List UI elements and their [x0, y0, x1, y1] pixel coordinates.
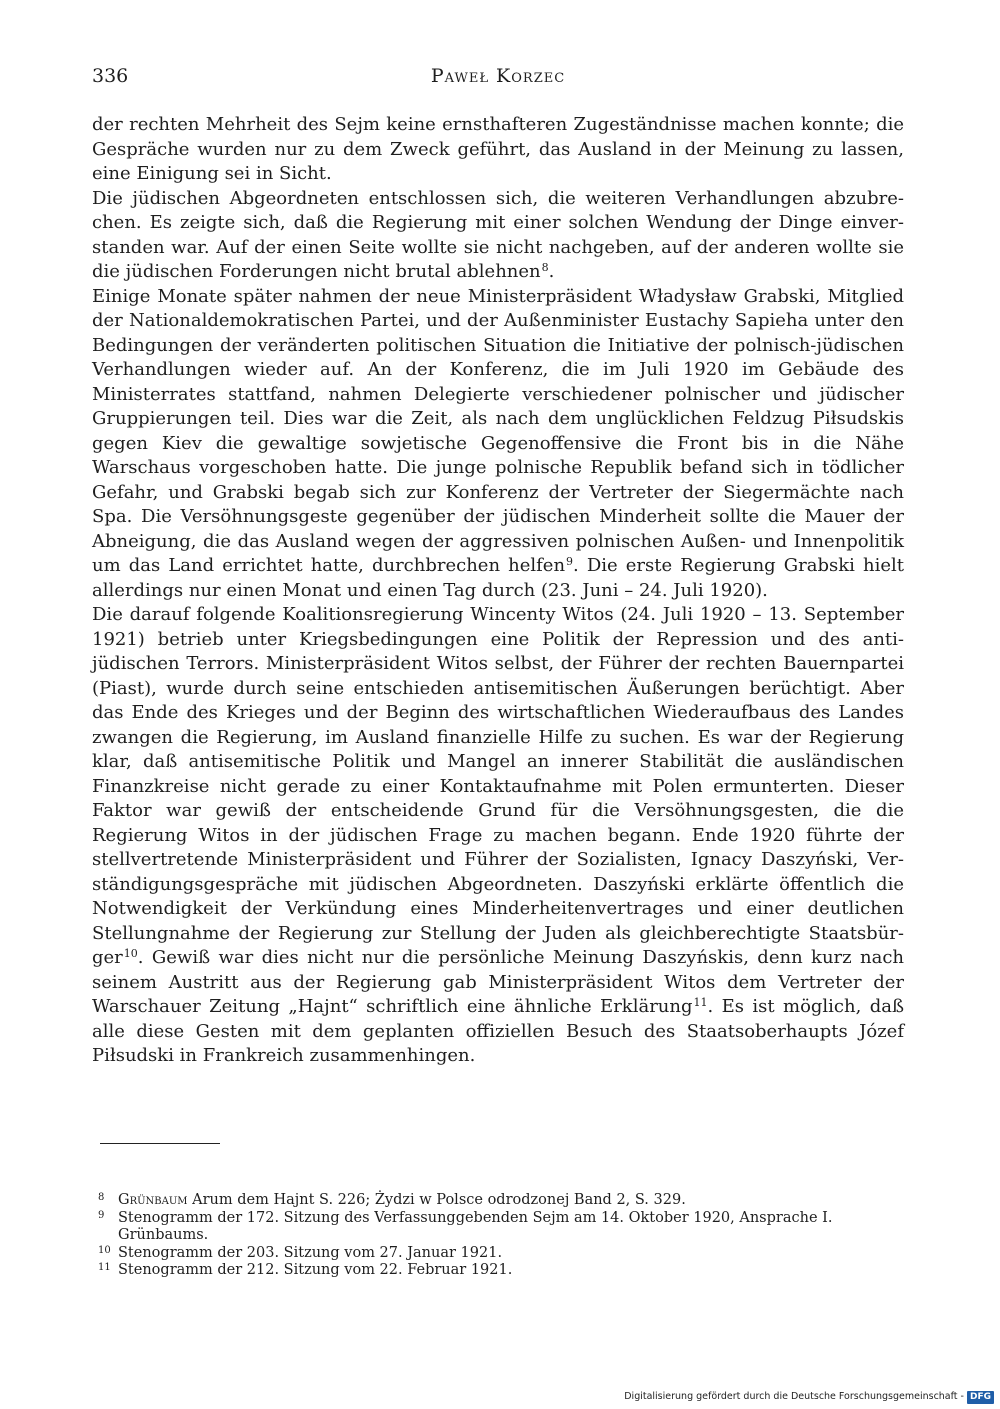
- paragraph: [92, 113, 904, 187]
- footnote-text: Stenogramm der 172. Sitzung des Verfassunggebenden Sejm am 14. Oktober 1920, Ansprache I. Grünbaums.: [118, 1209, 833, 1244]
- footnote: [92, 1262, 904, 1280]
- footnote-marker: 8: [541, 261, 549, 274]
- page-number: 336: [92, 65, 129, 87]
- footnote-number: 8: [98, 1192, 105, 1203]
- paragraph: [92, 285, 904, 604]
- footnote: [92, 1192, 904, 1210]
- footnote-rule: [100, 1143, 220, 1144]
- footnote-text: Stenogramm der 203. Sitzung vom 27. Januar 1921.: [118, 1244, 503, 1261]
- footnote-marker: 9: [566, 555, 574, 568]
- paragraph-text: der rechten Mehrheit des Sejm keine ernsthafteren Zugeständnisse machen konnte; die Gespräche wurden nur zu dem Zweck geführt, das Ausland in der Meinung zu lassen, eine Einigung sei in Sicht.: [92, 114, 904, 184]
- paragraph-text: Einige Monate später nahmen der neue Ministerpräsident Władysław Grabski, Mitglied der Nationaldemokratischen Partei, und der Außenminister Eustachy Sapieha unter den Bedingungen der veränderten politischen Situation die Initiative der polnisch-jüdischen Verhandlungen wieder auf. An der Konferenz, die im Juli 1920 im Gebäude des Ministerrates stattfand, nahmen Delegierte verschiedener polnischer und jüdischer Gruppierungen teil. Dies war die Zeit, als nach dem unglücklichen Feldzug Piłsudskis gegen Kiev die gewaltige sowjetische Gegenoffensive die Front bis in die Nähe Warschaus vorgeschoben hatte. Die junge polnische Republik befand sich in tödlicher Gefahr, und Grabski begab sich zur Konferenz der Vertreter der Siegermächte nach Spa. Die Versöhnungsgeste gegenüber der jüdischen Minderheit sollte die Mauer der Abneigung, die das Ausland wegen der aggressiven polnischen Außen- und Innenpolitik um das Land errichtet hatte, durchbrechen helfen: [92, 285, 904, 576]
- page-header: [92, 62, 904, 90]
- footnote: [92, 1245, 904, 1263]
- footnote-number: 11: [98, 1262, 111, 1274]
- dfg-logo: DFG: [967, 1391, 994, 1404]
- paragraph: [92, 603, 904, 1069]
- footnote-author: Grünbaum: [118, 1192, 188, 1208]
- digitization-notice: [624, 1389, 994, 1405]
- paragraph-text: .: [548, 261, 555, 282]
- footnote-number: 10: [98, 1244, 111, 1256]
- footnotes: [92, 1192, 904, 1280]
- footnote-text: Stenogramm der 212. Sitzung vom 22. Februar 1921.: [118, 1262, 513, 1279]
- footnote-marker: 10: [123, 947, 138, 960]
- footnote-text: Arum dem Hajnt S. 226; Żydzi w Polsce odrodzonej Band 2, S. 329.: [192, 1192, 686, 1208]
- paragraph-text: . Gewiß war dies nicht nur die persönliche Meinung Daszyńskis, denn kurz nach seinem Austritt aus der Regierung gab Ministerpräsident Witos dem Vertreter der Warschauer Zeitung „Hajnt“ schriftlich eine ähnliche Erklärung: [92, 947, 904, 1017]
- paragraph-text: . Die erste Regierung Grabski hielt allerdings nur einen Monat und einen Tag durch (23. Juni – 24. Juli 1920).: [92, 555, 904, 601]
- digitization-text: Digitalisierung gefördert durch die Deutsche Forschungsgemeinschaft -: [624, 1391, 964, 1402]
- footnote: [92, 1210, 904, 1245]
- body-text: [92, 113, 904, 1069]
- paragraph-text: Die darauf folgende Koalitionsregierung Wincenty Witos (24. Juli 1920 – 13. September 1921) betrieb unter Kriegsbedingungen eine Politik der Repression und des antijüdischen Terrors. Ministerpräsident Witos selbst, der Führer der rechten Bauernpartei (Piast), wurde durch seine entschieden antisemitischen Äußerungen berüchtigt. Aber das Ende des Krieges und der Beginn des wirtschaftlichen Wiederaufbaus des Landes zwangen die Regierung, im Ausland finanzielle Hilfe zu suchen. Es war der Regierung klar, daß antisemitische Politik und Mangel an innerer Stabilität die ausländischen Finanzkreise nicht gerade zu einer Kontaktaufnahme mit Polen ermunterten. Dieser Faktor war gewiß der entscheidende Grund für die Versöhnungsgesten, die die Regierung Witos in der jüdischen Frage zu machen begann. Ende 1920 führte der stellvertretende Ministerpräsident und Führer der Sozialisten, Ignacy Daszyński, Verständigungsgespräche mit jüdischen Abgeordneten. Daszyński erklärte öffentlich die Notwendigkeit der Verkündung eines Minderheitenvertrages und einer deutlichen Stellungnahme der Regierung zur Stellung der Juden als gleichberechtigte Staatsbürger: [92, 604, 904, 968]
- paragraph-text: . Es ist möglich, daß alle diese Gesten mit dem geplanten offiziellen Besuch des Staatsoberhaupts Józef Piłsudski in Frankreich zusammenhingen.: [92, 996, 904, 1066]
- footnote-number: 9: [98, 1209, 105, 1221]
- paragraph-text: Die jüdischen Abgeordneten entschlossen sich, die weiteren Verhandlungen abzubrechen. Es zeigte sich, daß die Regierung mit einer solchen Wendung der Dinge einverstanden war. Auf der einen Seite wollte sie nicht nachgeben, auf der anderen wollte sie die jüdischen Forderungen nicht brutal ablehnen: [92, 187, 904, 282]
- running-head: Paweł Korzec: [430, 65, 566, 87]
- footnote-marker: 11: [693, 996, 708, 1009]
- paragraph: [92, 187, 904, 285]
